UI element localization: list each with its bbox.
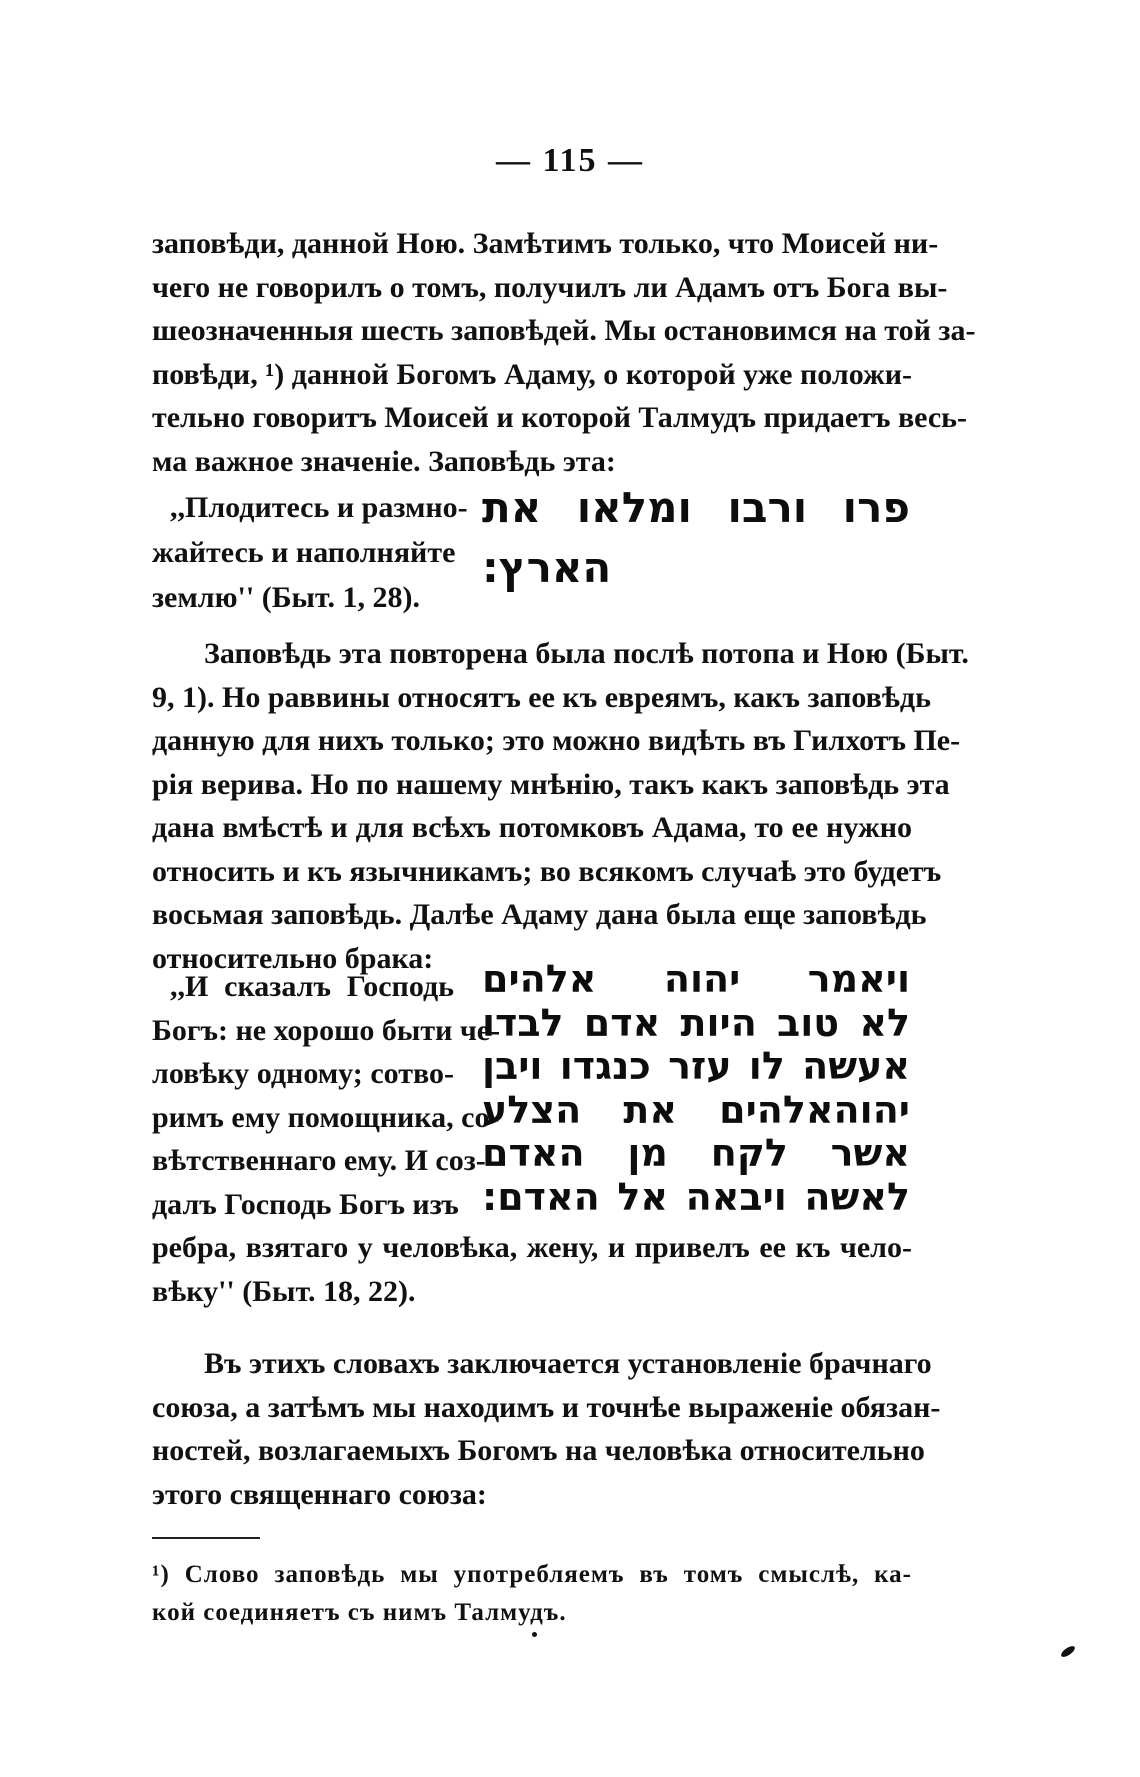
paragraph-line: чего не говорилъ о томъ, получилъ ли Адамъ отъ Бога вы- (152, 270, 948, 304)
paragraph-line: рія верива. Но по нашему мнѣнію, такъ какъ заповѣдь эта (152, 767, 950, 801)
quote-line: Богъ: не хорошо быти че- (152, 1013, 501, 1047)
footnote-line: кой соединяетъ съ нимъ Талмудъ. (152, 1599, 567, 1626)
quote-line: ,,Плодитесь и размно- (170, 491, 468, 524)
footnote-marker: ¹) (152, 1561, 170, 1588)
paragraph-line: ма важное значеніе. Заповѣдь эта: (152, 444, 616, 478)
paragraph-line: данную для нихъ только; это можно видѣть въ Гилхотъ Пе- (152, 724, 961, 757)
hebrew-line: הארץ: (482, 543, 612, 592)
paragraph-3 (152, 1342, 941, 1516)
quote-2-hebrew (482, 958, 910, 1219)
paragraph-line: восьмая заповѣдь. Далѣе Адаму дана была еще заповѣдь (152, 898, 927, 931)
quote-1-hebrew (482, 478, 910, 598)
paragraph-line: 9, 1). Но раввины относятъ ее къ евреямъ, какъ заповѣдь (152, 680, 931, 714)
paragraph-line: дана вмѣстѣ и для всѣхъ потомковъ Адама, то ее нужно (152, 811, 912, 844)
paragraph-line: союза, а затѣмъ мы находимъ и точнѣе выраженіе обязан- (152, 1390, 941, 1424)
quote-line: римъ ему помощника, со- (152, 1100, 500, 1134)
paragraph-line: шеозначенныя шесть заповѣдей. Мы остановимся на той за- (152, 314, 976, 347)
quote-line: землю'' (Быт. 1, 28). (152, 581, 420, 614)
paragraph-line: Въ этихъ словахъ заключается установленіе брачнаго (204, 1347, 932, 1380)
paragraph-line: тельно говоритъ Моисей и которой Талмудъ придаетъ весь- (152, 401, 968, 434)
scan-speck (532, 1632, 537, 1637)
paragraph-line: заповѣди, данной Ною. Замѣтимъ только, что Моисей ни- (152, 227, 939, 260)
scan-speck (1059, 1644, 1076, 1659)
quote-1-russian (152, 485, 468, 620)
hebrew-line: פרו ורבו ומלאו את (482, 483, 910, 532)
quote-line: жайтесь и наполняйте (152, 536, 456, 569)
paragraph-2 (152, 632, 969, 980)
hebrew-line: לא טוב היות אדם לבדו (482, 1000, 910, 1045)
footnote-line (152, 1556, 912, 1594)
paragraph-line: ностей, возлагаемыхъ Богомъ на человѣка относительно (152, 1434, 925, 1467)
hebrew-line: אעשה לו עזר כנגדו ויבן (482, 1044, 910, 1088)
quote-line: ребра, взятаго у человѣка, жену, и привелъ ее къ чело- (152, 1231, 912, 1264)
quote-line: вѣтственнаго ему. И соз- (152, 1144, 486, 1177)
footnote (152, 1556, 912, 1632)
quote-line: ,,И сказалъ Господь (170, 970, 454, 1003)
hebrew-line: לאשה ויבאה אל האדם: (482, 1174, 910, 1219)
paragraph-line: относительно брака: (152, 941, 434, 975)
paragraph-line: этого священнаго союза: (152, 1477, 487, 1511)
quote-2-continuation (152, 1226, 912, 1313)
hebrew-line: ויאמר יהוה אלהים (482, 957, 910, 1001)
footnote-rule (152, 1537, 260, 1539)
hebrew-line: אשר לקח מן האדם (482, 1131, 910, 1175)
quote-2-russian (152, 965, 501, 1226)
footnote-text: Слово заповѣдь мы употребляемъ въ томъ смыслѣ, ка- (184, 1561, 913, 1588)
page-number: — 115 — (495, 142, 645, 179)
paragraph-1 (152, 222, 976, 483)
paragraph-line: Заповѣдь эта повторена была послѣ потопа и Ною (Быт. (204, 637, 969, 670)
quote-line: вѣку'' (Быт. 18, 22). (152, 1274, 416, 1308)
quote-line: далъ Господь Богъ изъ (152, 1187, 459, 1221)
hebrew-line: יהוהאלהים את הצלע (482, 1087, 910, 1132)
paragraph-line: относить и къ язычникамъ; во всякомъ случаѣ это будетъ (152, 854, 942, 888)
quote-line: ловѣку одному; сотво- (152, 1057, 454, 1090)
paragraph-line: повѣди, ¹) данной Богомъ Адаму, о которой уже положи- (152, 357, 912, 391)
